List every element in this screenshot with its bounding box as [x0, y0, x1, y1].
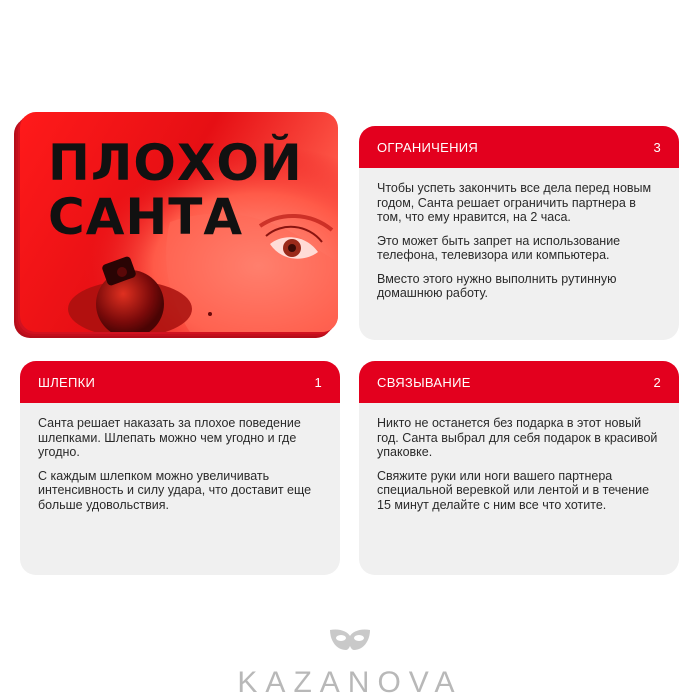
card-number: 1 [314, 374, 322, 390]
card-title: ШЛЕПКИ [38, 374, 96, 390]
brand-name: KAZANOVA [237, 666, 463, 699]
card-title: СВЯЗЫВАНИЕ [377, 374, 471, 390]
card-body [359, 168, 679, 301]
card-header [20, 361, 340, 403]
card-paragraph: Никто не останется без подарка в этот новый год. Санта выбрал для себя подарок в красивой упаковке. [377, 416, 658, 459]
card-paragraph: Вместо этого нужно выполнить рутинную домашнюю работу. [377, 271, 617, 300]
cover-card-stack [14, 112, 338, 338]
card-header [359, 126, 679, 168]
cover-title-line-1: ПЛОХОЙ [48, 134, 303, 192]
card-body [359, 403, 679, 512]
card-title: ОГРАНИЧЕНИЯ [377, 139, 479, 155]
card-paragraph: Свяжите руки или ноги вашего партнера специальной веревкой или лентой и в течение 15 минут делайте с ним все что хотите. [377, 468, 650, 512]
card-paragraph: С каждым шлепком можно увеличивать интенсивность и силу удара, что доставит еще больше удовольствия. [38, 468, 312, 512]
cover-card [20, 112, 338, 332]
task-card-restrictions [359, 126, 679, 340]
task-card-bondage [359, 361, 679, 575]
cover-title-line-2: САНТА [48, 188, 244, 246]
brand-logo [0, 626, 700, 659]
card-paragraph: Это может быть запрет на использование телефона, телевизора или компьютера. [377, 233, 621, 262]
task-card-spanking [20, 361, 340, 575]
cover-title [48, 136, 303, 244]
card-paragraph: Чтобы успеть закончить все дела перед новым годом, Санта решает ограничить партнера в том, что ему нравится, на 2 часа. [377, 181, 652, 224]
card-number: 2 [653, 374, 661, 390]
card-number: 3 [653, 139, 661, 155]
mask-icon [328, 626, 372, 654]
card-body [20, 403, 340, 512]
card-header [359, 361, 679, 403]
card-paragraph: Санта решает наказать за плохое поведение шлепками. Шлепать можно чем угодно и где угодно. [38, 416, 301, 459]
